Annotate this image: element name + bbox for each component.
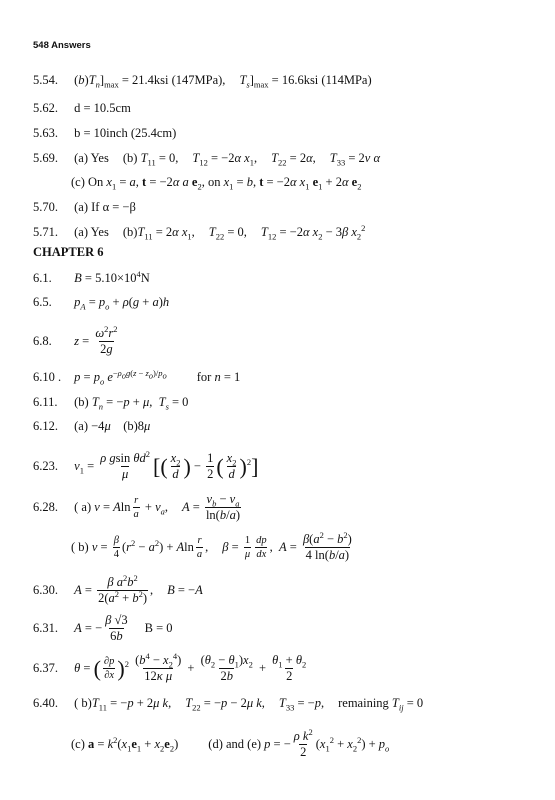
- running-header: 548 Answers: [33, 40, 91, 51]
- answer-6-1: [33, 268, 150, 285]
- answer-text: $B = 5.10\times 10^4N$: [74, 268, 150, 285]
- answer-6-5: [33, 295, 170, 312]
- answer-6-23: [33, 448, 259, 482]
- problem-number: 5.62.: [33, 101, 58, 115]
- problem-number: 5.63.: [33, 126, 58, 140]
- answer-text: z = $\frac{\omega^2r^2}{2g}$: [74, 323, 118, 357]
- problem-number: 6.40.: [33, 696, 58, 710]
- answer-6-37: [33, 650, 309, 684]
- answer-text: A = − $\frac{\beta √3}{6b}$ B = 0: [74, 613, 173, 644]
- problem-number: 5.71.: [33, 225, 58, 239]
- answer-6-30: [33, 572, 203, 606]
- answer-text: b = 10inch (25.4cm): [74, 126, 177, 140]
- problem-number: 6.37.: [33, 660, 58, 675]
- answer-6-10: [33, 367, 241, 387]
- answer-6-12: [33, 420, 150, 433]
- problem-number: 6.5.: [33, 295, 52, 309]
- problem-number: 6.11.: [33, 395, 58, 409]
- answer-text: (a) −4μ (b)8μ: [74, 419, 151, 433]
- answer-text: ( $b)T_{11} = -p + 2\mu$ k, $T_{22} = -p - 2\mu$ k, $T_{33} = -p$, remaining $T_{ij} = 0$: [74, 696, 424, 713]
- answer-6-40: [33, 696, 424, 713]
- problem-number: 6.12.: [33, 419, 58, 433]
- answer-5-63: [33, 127, 176, 140]
- answer-text: $p_A = p_o + \rho(g + a)h$: [74, 295, 170, 312]
- answer-6-31: [33, 614, 173, 643]
- answer-text: $p = p_o$ $e^{-\rho_og(z - z_o)/p_o}$ for n = 1: [74, 367, 241, 387]
- problem-number: 5.54.: [33, 73, 58, 87]
- problem-number: 6.31.: [33, 620, 58, 635]
- problem-number: 6.30.: [33, 582, 58, 597]
- answer-text: $(b)T_n]_{max} = 21.4ksi$ (147MPa), $T_s]_{max} = 16.6ksi$ (114MPa): [74, 73, 372, 90]
- answer-5-70: [33, 201, 136, 214]
- problem-number: 5.69.: [33, 151, 58, 165]
- answer-text: (c) $a = k^2(x_1e_1 + x_2e_2)$ (d) and (e) p = − $\frac{\rho k^2}{2}$ $(x_1^2 + x_2^2) + p_o$: [71, 726, 390, 760]
- answer-6-40-cde: [71, 726, 390, 760]
- answer-text: ( b) v = $\frac{\beta}{4}$ $(r^2 - a^2) + Aln$ $\frac{r}{a}$ , β = $\frac{1}{\mu}$ $\frac{dp}{dx}$ , A = $\frac{\beta(a^2 - b^2)}{4 \ln(b/a)}$: [71, 529, 352, 563]
- answer-5-62: [33, 102, 131, 115]
- answer-5-69-c: [71, 175, 362, 192]
- answer-text: ( a) v = Aln $\frac{r}{a}$ + $v_a$, A = $\frac{v_b - v_a}{\ln(b/a)}$: [74, 492, 240, 523]
- answer-text: (b) $T_n = -p + \mu$, $T_s = 0$: [74, 395, 189, 412]
- problem-number: 6.8.: [33, 333, 52, 348]
- answer-5-69: [33, 151, 381, 168]
- problem-number: 6.28.: [33, 499, 58, 514]
- answer-6-8: [33, 323, 121, 357]
- problem-number: 6.23.: [33, 458, 58, 473]
- answer-text: A = $\frac{\beta a^2b^2}{2(a^2 + b^2)}$ , B = −A: [74, 572, 203, 606]
- answer-text: (a) Yes $(b)T_{11} = 2\alpha$ $x_1$, $T_{22} = 0$, $T_{12} = -2\alpha$ $x_2 - 3\beta$ $x_2^2$: [74, 222, 366, 242]
- problem-number: 5.70.: [33, 200, 58, 214]
- answer-text: d = 10.5cm: [74, 101, 131, 115]
- answer-text: θ = ( $\frac{\partial p}{\partial x}$ )$^2$ $\frac{(b^4 - x_2^4)}{\text{12κ μ}}$ + $\frac{(\theta_2 - \theta_1)x_2}{2b}$ + $\frac{\theta_1 + \theta_2}{2}$: [74, 650, 307, 684]
- answer-text: (c) On $x_1 = a$, t = −2α a $e_2$, on $x_1 = b$, t = −2α $x_1$ $e_1 + 2\alpha$ $e_2$: [71, 175, 362, 192]
- answer-text: (a) Yes (b) $T_{11} = 0$, $T_{12} = -2\alpha$ $x_1$, $T_{22} = 2\alpha$, $T_{33} = 2\nu$ α: [74, 151, 381, 168]
- answer-5-54: [33, 73, 372, 90]
- chapter-heading: CHAPTER 6: [33, 245, 104, 259]
- answer-5-71: [33, 222, 366, 242]
- problem-number: 6.1.: [33, 271, 52, 285]
- answer-text: $v_1$ = $\frac{\rho gsin \theta d^2}{\mu}$ [( $\frac{x_2}{d}$ ) − $\frac{1}{2}$ ( $\frac{x_2}{d}$ )$^2$]: [74, 448, 259, 482]
- problem-number: 6.10 .: [33, 370, 62, 384]
- answer-6-28-b: [71, 529, 355, 563]
- answer-6-28-a: [33, 493, 243, 522]
- answer-text: (a) If α = −β: [74, 200, 136, 214]
- answer-6-11: [33, 395, 189, 412]
- answer-6-31-b: B = 0: [144, 620, 173, 635]
